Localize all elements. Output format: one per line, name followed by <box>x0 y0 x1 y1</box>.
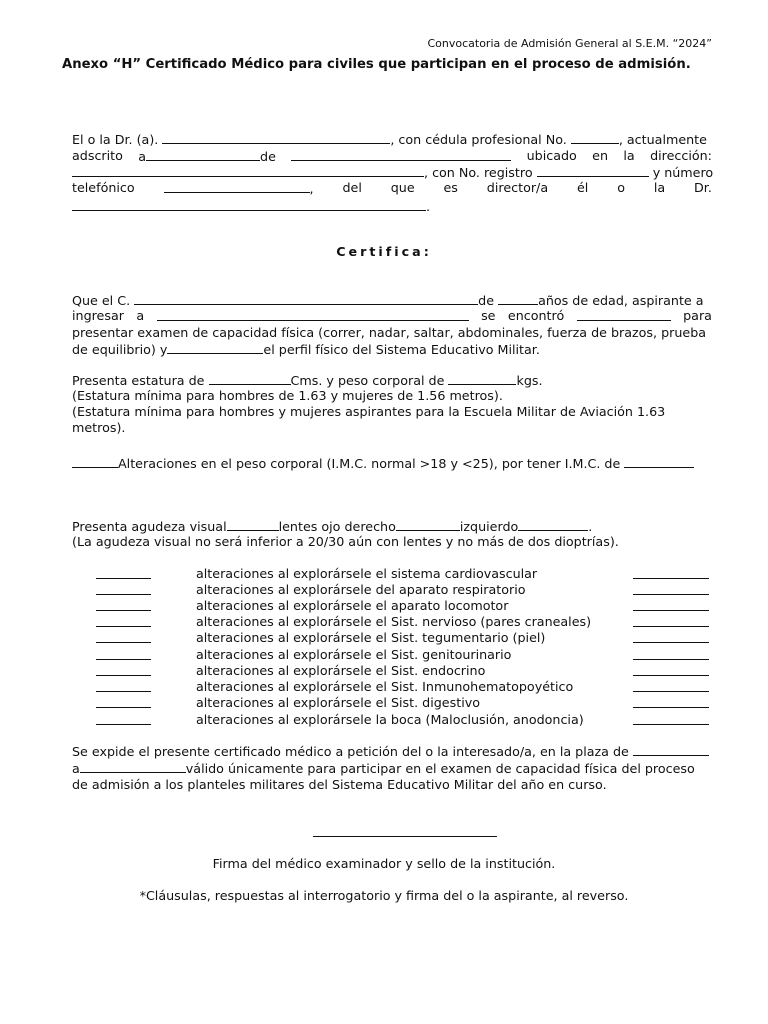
stature-minimum: (Estatura mínima para hombres de 1.63 y mujeres de 1.56 metros). <box>72 388 503 403</box>
word-se: se <box>481 308 496 323</box>
adscrito-blank[interactable] <box>146 148 260 161</box>
alteration-row <box>0 663 768 679</box>
alteration-label: alteraciones al explorársele el Sist. tegumentario (piel) <box>196 630 546 645</box>
ojo-derecho-label: lentes ojo derecho <box>278 519 396 534</box>
address-blank[interactable] <box>72 164 424 177</box>
alteration-row <box>0 695 768 711</box>
valido-label: válido únicamente para participar en el examen de capacidad física del proceso <box>185 761 695 776</box>
alteration-right-blank[interactable] <box>633 707 709 708</box>
imc-line <box>72 455 712 472</box>
registro-blank[interactable] <box>537 164 649 177</box>
word-o: o <box>617 180 625 195</box>
word-a: a <box>138 149 147 164</box>
document-title: Anexo “H” Certificado Médico para civiles que participan en el proceso de admisión. <box>62 57 691 72</box>
word-que: que <box>390 180 415 195</box>
alteration-right-blank[interactable] <box>633 724 709 725</box>
alteration-row <box>0 614 768 630</box>
alteration-label: alteraciones al explorársele el Sist. endocrino <box>196 663 486 678</box>
telefono-field <box>164 180 314 197</box>
exam-description: presentar examen de capacidad física (correr, nadar, saltar, abdominales, fuerza de brazos, prueba <box>72 325 707 340</box>
telefonico-label: telefónico <box>72 180 135 195</box>
stature-line-4 <box>72 420 712 436</box>
signature-line[interactable] <box>313 836 497 837</box>
peso-label: Cms. y peso corporal de <box>290 373 445 388</box>
alteration-left-blank[interactable] <box>96 626 151 627</box>
alteration-left-blank[interactable] <box>96 675 151 676</box>
word-ingresar: ingresar <box>72 308 124 323</box>
profile-blank[interactable] <box>167 341 263 354</box>
expide-label: Se expide el presente certificado médico a petición del o la interesado/a, en la plaza de <box>72 744 629 759</box>
signature-caption: Firma del médico examinador y sello de la institución. <box>212 856 556 871</box>
imc-label: Alteraciones en el peso corporal (I.M.C. normal >18 y <25), por tener I.M.C. de <box>118 456 621 471</box>
alteration-label: alteraciones al explorársele la boca (Maloclusión, anodoncia) <box>196 712 584 727</box>
alteration-left-blank[interactable] <box>96 610 151 611</box>
alteration-right-blank[interactable] <box>633 610 709 611</box>
plaza-blank[interactable] <box>633 743 709 756</box>
comma: , <box>309 181 314 196</box>
alteration-right-blank[interactable] <box>633 626 709 627</box>
alteration-row <box>0 679 768 695</box>
doctor-name-blank[interactable] <box>162 131 390 144</box>
stature-line-2 <box>72 388 712 404</box>
doctor-line-3 <box>72 164 712 181</box>
result-blank[interactable] <box>577 308 671 321</box>
doctor-line-4 <box>72 180 712 197</box>
word-del: del <box>342 180 362 195</box>
alteration-label: alteraciones al explorársele del aparato respiratorio <box>196 582 526 597</box>
word-el: él <box>576 180 589 195</box>
kgs-label: kgs. <box>516 373 543 388</box>
closing-line-1 <box>72 743 712 760</box>
alteration-label: alteraciones al explorársele el Sist. Inmunohematopoyético <box>196 679 574 694</box>
stature-blank[interactable] <box>209 372 291 385</box>
word-a: a <box>136 308 145 323</box>
que-el-label: Que el C. <box>72 293 131 308</box>
alteration-left-blank[interactable] <box>96 724 151 725</box>
word-la: la <box>623 148 635 163</box>
perfil-label: el perfil físico del Sistema Educativo Militar. <box>263 342 540 357</box>
word-ubicado: ubicado <box>526 148 577 163</box>
cedula-label: , con cédula profesional No. <box>390 132 567 147</box>
alteration-left-blank[interactable] <box>96 642 151 643</box>
closing-line-3 <box>72 777 712 793</box>
age-blank[interactable] <box>498 292 538 305</box>
aspirant-line-2 <box>72 308 712 324</box>
left-eye-blank[interactable] <box>518 518 588 531</box>
alteration-right-blank[interactable] <box>633 675 709 676</box>
word-dr: Dr. <box>694 180 712 195</box>
right-eye-blank[interactable] <box>396 518 460 531</box>
word-encontro: encontró <box>507 308 565 323</box>
vision-line-1 <box>72 518 712 535</box>
certifica-heading: Certifica: <box>336 244 432 259</box>
director-name-blank[interactable] <box>72 198 426 211</box>
imc-check-blank[interactable] <box>72 455 118 468</box>
alteration-row <box>0 647 768 663</box>
period: . <box>588 519 593 534</box>
word-la-2: la <box>653 180 666 195</box>
aspirant-line-4 <box>72 341 712 358</box>
alteration-row <box>0 712 768 728</box>
anos-label: años de edad, aspirante a <box>538 293 704 308</box>
stature-aviation: (Estatura mínima para hombres y mujeres aspirantes para la Escuela Militar de Aviación 1.63 <box>72 404 666 419</box>
alteration-label: alteraciones al explorársele el sistema cardiovascular <box>196 566 538 581</box>
vision-note: (La agudeza visual no será inferior a 20/30 aún con lentes y no más de dos dioptrías). <box>72 534 619 549</box>
aspirant-line-1 <box>72 292 712 309</box>
alteration-label: alteraciones al explorársele el Sist. genitourinario <box>196 647 512 662</box>
reverse-note: *Cláusulas, respuestas al interrogatorio y firma del o la aspirante, al reverso. <box>139 888 629 903</box>
alteration-label: alteraciones al explorársele el aparato locomotor <box>196 598 509 613</box>
alteration-label: alteraciones al explorársele el Sist. digestivo <box>196 695 480 710</box>
lenses-blank[interactable] <box>227 518 279 531</box>
period: . <box>426 199 431 214</box>
estatura-label: Presenta estatura de <box>72 373 205 388</box>
alteration-row <box>0 598 768 614</box>
registro-label: , con No. registro <box>424 165 533 180</box>
cedula-blank[interactable] <box>571 131 619 144</box>
telefono-blank[interactable] <box>164 180 310 193</box>
aspirant-name-blank[interactable] <box>134 292 478 305</box>
word-de: de <box>260 149 276 164</box>
equilibrio-label: de equilibrio) y <box>72 342 168 357</box>
word-es: es <box>443 180 458 195</box>
stature-line-1 <box>72 372 712 389</box>
alteration-left-blank[interactable] <box>96 594 151 595</box>
word-director: director/a <box>486 180 549 195</box>
adscrito-field <box>138 148 276 165</box>
numero-label: y número <box>652 165 714 180</box>
admision-label: de admisión a los planteles militares del Sistema Educativo Militar del año en curso. <box>72 777 607 792</box>
actualmente-label: , actualmente <box>618 132 707 147</box>
doctor-line-2 <box>72 148 712 165</box>
alteration-row <box>0 630 768 646</box>
closing-line-2 <box>72 760 712 777</box>
alteration-left-blank[interactable] <box>96 691 151 692</box>
alteration-right-blank[interactable] <box>633 578 709 579</box>
agudeza-label: Presenta agudeza visual <box>72 519 227 534</box>
alteration-left-blank[interactable] <box>96 707 151 708</box>
word-a: a <box>72 761 80 776</box>
word-para: para <box>683 308 712 323</box>
alteration-row <box>0 582 768 598</box>
alteration-row <box>0 566 768 582</box>
alteration-right-blank[interactable] <box>633 691 709 692</box>
imc-value-blank[interactable] <box>624 455 694 468</box>
alteration-left-blank[interactable] <box>96 659 151 660</box>
doctor-label: El o la Dr. (a). <box>72 132 159 147</box>
word-de: de <box>478 293 495 308</box>
word-en: en <box>592 148 609 163</box>
alteration-right-blank[interactable] <box>633 642 709 643</box>
word-direccion: dirección: <box>650 148 712 163</box>
convocatoria-header: Convocatoria de Admisión General al S.E.M. “2024” <box>427 37 712 50</box>
institution-blank[interactable] <box>291 148 511 161</box>
adscrito-label: adscrito <box>72 148 123 163</box>
vision-line-2 <box>72 534 712 550</box>
stature-metros: metros). <box>72 420 126 435</box>
weight-blank[interactable] <box>448 372 516 385</box>
school-blank[interactable] <box>157 308 469 321</box>
alteration-left-blank[interactable] <box>96 578 151 579</box>
alteration-label: alteraciones al explorársele el Sist. nervioso (pares craneales) <box>196 614 592 629</box>
stature-line-3 <box>72 404 712 420</box>
aspirant-line-3 <box>72 325 712 341</box>
doctor-line-1 <box>72 131 712 148</box>
alteration-right-blank[interactable] <box>633 594 709 595</box>
alteration-right-blank[interactable] <box>633 659 709 660</box>
doctor-line-5 <box>72 198 712 215</box>
izquierdo-label: izquierdo <box>459 519 519 534</box>
date-blank[interactable] <box>80 760 186 773</box>
